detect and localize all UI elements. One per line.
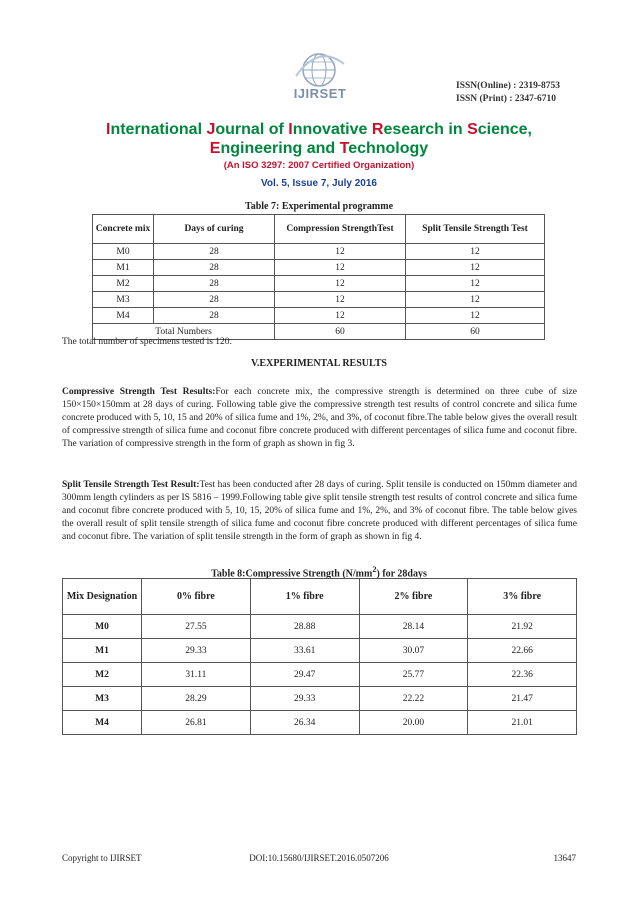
table-cell: 12: [275, 244, 406, 260]
table-row: [93, 308, 545, 324]
table-cell: 26.81: [142, 711, 251, 735]
table7-header: Split Tensile Strength Test: [406, 215, 545, 244]
table-cell: M0: [93, 244, 154, 260]
table-cell: 31.11: [142, 663, 251, 687]
footer-copyright: Copyright to IJIRSET: [62, 853, 142, 863]
table-cell: 33.61: [250, 639, 359, 663]
table-cell: 22.36: [468, 663, 577, 687]
table-cell: 20.00: [359, 711, 468, 735]
table-cell: M1: [93, 260, 154, 276]
total-compression: 60: [275, 324, 406, 340]
table-cell: 26.34: [250, 711, 359, 735]
paragraph-lead: Split Tensile Strength Test Result:: [62, 480, 200, 490]
table-cell: 22.66: [468, 639, 577, 663]
table-cell: 27.55: [142, 615, 251, 639]
table-row: [93, 244, 545, 260]
issn-print: ISSN (Print) : 2347-6710: [456, 94, 557, 104]
table-cell: 12: [275, 308, 406, 324]
table7-header: Concrete mix: [93, 215, 154, 244]
table-cell: 29.33: [250, 687, 359, 711]
table8-header: Mix Designation: [63, 579, 142, 615]
table-cell: 12: [406, 260, 545, 276]
table-cell: 28: [154, 308, 275, 324]
total-label: Total Numbers: [93, 324, 275, 340]
table-cell: 21.92: [468, 615, 577, 639]
journal-title-line1: International Journal of Innovative Research in Science,: [106, 121, 532, 138]
footer-doi: DOI:10.15680/IJIRSET.2016.0507206: [249, 853, 389, 863]
table-cell: 12: [406, 308, 545, 324]
journal-certification: (An ISO 3297: 2007 Certified Organization): [223, 160, 415, 171]
table-cell: 28: [154, 244, 275, 260]
table7-caption: Table 7: Experimental programme: [244, 201, 394, 212]
paragraph-lead: Compressive Strength Test Results:: [62, 387, 216, 397]
row-label: M1: [63, 639, 142, 663]
table-cell: 21.47: [468, 687, 577, 711]
table7-header: Days of curing: [154, 215, 275, 244]
table-row: [63, 711, 577, 735]
table-cell: 28: [154, 292, 275, 308]
table-cell: 12: [406, 276, 545, 292]
table-cell: 12: [275, 276, 406, 292]
table7: [92, 214, 545, 340]
table-cell: 12: [406, 244, 545, 260]
table-cell: 12: [275, 260, 406, 276]
table7-header: Compression StrengthTest: [275, 215, 406, 244]
table7-header-row: [93, 215, 545, 244]
table8-header: 1% fibre: [250, 579, 359, 615]
compressive-paragraph: [62, 386, 577, 451]
journal-title-line2: Engineering and Technology: [209, 140, 429, 157]
table8-header: 3% fibre: [468, 579, 577, 615]
logo-text: IJIRSET: [293, 86, 347, 101]
table-cell: M3: [93, 292, 154, 308]
table8-header: 2% fibre: [359, 579, 468, 615]
table-cell: M2: [93, 276, 154, 292]
table-row: [93, 292, 545, 308]
table-cell: 30.07: [359, 639, 468, 663]
table-cell: 28.14: [359, 615, 468, 639]
section-heading: V.EXPERIMENTAL RESULTS: [251, 358, 387, 369]
table-cell: 28.88: [250, 615, 359, 639]
table-cell: 12: [275, 292, 406, 308]
globe-icon: [288, 50, 350, 90]
table8: [62, 578, 577, 735]
table-row: [93, 276, 545, 292]
table-row: [63, 615, 577, 639]
table-cell: 28: [154, 260, 275, 276]
table8-header: 0% fibre: [142, 579, 251, 615]
table-cell: 29.33: [142, 639, 251, 663]
table-cell: 12: [406, 292, 545, 308]
table-cell: 28.29: [142, 687, 251, 711]
table-row: [63, 639, 577, 663]
paragraph-text: For each concrete mix, the compressive strength is determined on three cube of size 150×150×150mm at 28 days of curing. Following table give the compressive strength test results of control concrete and silica fume concrete produced with 5, 10, 15 and 20% of silica fume and 1%, 2%, and 3%, of coconut fibre.The table below gives the overall result of compressive strength of silica fume and coconut fibre concrete produced with different percentages of silica fume and coconut fibre. The variation of compressive strength in the form of graph as shown in fig 3.: [62, 387, 577, 449]
caption-text: ) for 28days: [376, 568, 427, 580]
table-cell: 22.22: [359, 687, 468, 711]
table-cell: M4: [93, 308, 154, 324]
row-label: M0: [63, 615, 142, 639]
table-cell: 28: [154, 276, 275, 292]
issn-block: [456, 80, 560, 106]
issn-online: ISSN(Online) : 2319-8753: [456, 81, 560, 91]
paragraph-text: Test has been conducted after 28 days of curing. Split tensile is conducted on 150mm diameter and 300mm length cylinders as per IS 5816 – 1999.Following table give split tensile strength test results of control concrete and silica fume and coconut fibre concrete produced with 5, 10, 15, 20% of silica fume and 1%, 2%, and 3% of coconut fibre. The table below gives the overall result of split tensile strength of silica fume and coconut fibre concrete produced with different percentages of silica fume and coconut fibre. The variation of split tensile strength in the form of graph as shown in fig 4.: [62, 480, 578, 542]
table8-header-row: [63, 579, 577, 615]
footer-page-number: 13647: [553, 853, 576, 863]
specimen-note: The total number of specimens tested is 120.: [62, 337, 232, 347]
table-cell: 25.77: [359, 663, 468, 687]
caption-superscript: 2: [372, 565, 377, 574]
row-label: M2: [63, 663, 142, 687]
split-tensile-paragraph: [62, 479, 577, 544]
table-row: [93, 260, 545, 276]
total-split: 60: [406, 324, 545, 340]
caption-text: Table 8:Compressive Strength (N/mm: [211, 568, 373, 580]
row-label: M3: [63, 687, 142, 711]
journal-volume: Vol. 5, Issue 7, July 2016: [261, 178, 377, 189]
table-cell: 29.47: [250, 663, 359, 687]
row-label: M4: [63, 711, 142, 735]
journal-title: [60, 120, 578, 158]
table-cell: 21.01: [468, 711, 577, 735]
table-row: [63, 663, 577, 687]
table-row: [63, 687, 577, 711]
